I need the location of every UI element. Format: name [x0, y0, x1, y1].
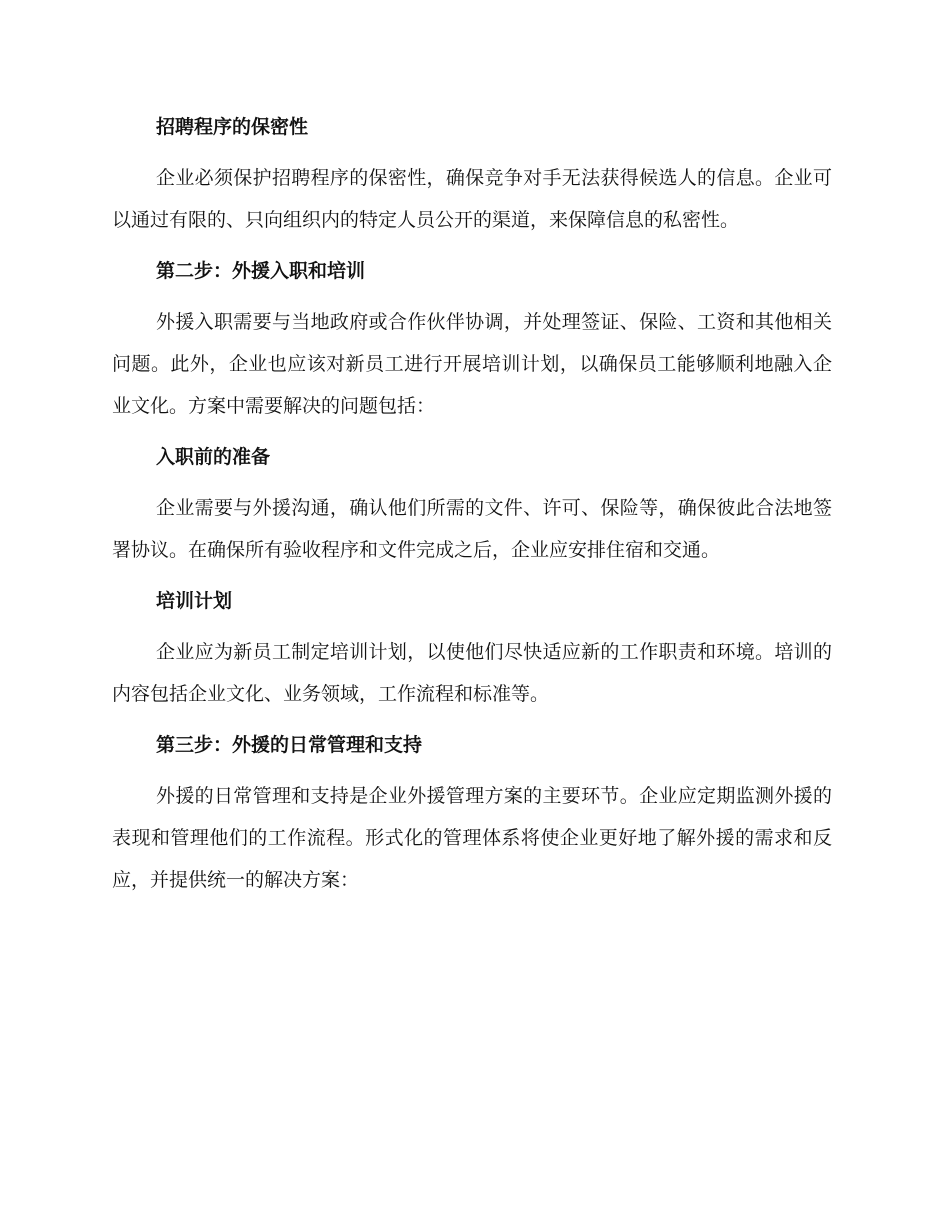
- section-paragraph-confidentiality: 企业必须保护招聘程序的保密性，确保竞争对手无法获得候选人的信息。企业可以通过有限的、只向组织内的特定人员公开的渠道，来保障信息的私密性。: [112, 167, 832, 231]
- section-paragraph-step-three: 外援的日常管理和支持是企业外援管理方案的主要环节。企业应定期监测外援的表现和管理他们的工作流程。形式化的管理体系将使企业更好地了解外援的需求和反应，并提供统一的解决方案：: [112, 785, 832, 891]
- document-body: [112, 106, 832, 910]
- section-heading-step-three: 第三步：外援的日常管理和支持: [156, 734, 423, 756]
- section-heading-confidentiality: 招聘程序的保密性: [156, 116, 309, 138]
- section-heading-training-plan: 培训计划: [156, 590, 233, 612]
- section-paragraph-pre-onboarding: 企业需要与外援沟通，确认他们所需的文件、许可、保险等，确保彼此合法地签署协议。在确保所有验收程序和文件完成之后，企业应安排住宿和交通。: [112, 497, 832, 561]
- section-heading-pre-onboarding: 入职前的准备: [156, 446, 271, 468]
- section-heading-step-two: 第二步：外援入职和培训: [156, 260, 366, 282]
- section-paragraph-training-plan: 企业应为新员工制定培训计划，以使他们尽快适应新的工作职责和环境。培训的内容包括企业文化、业务领域，工作流程和标准等。: [112, 641, 832, 705]
- section-paragraph-step-two: 外援入职需要与当地政府或合作伙伴协调，并处理签证、保险、工资和其他相关问题。此外，企业也应该对新员工进行开展培训计划，以确保员工能够顺利地融入企业文化。方案中需要解决的问题包括：: [112, 311, 832, 417]
